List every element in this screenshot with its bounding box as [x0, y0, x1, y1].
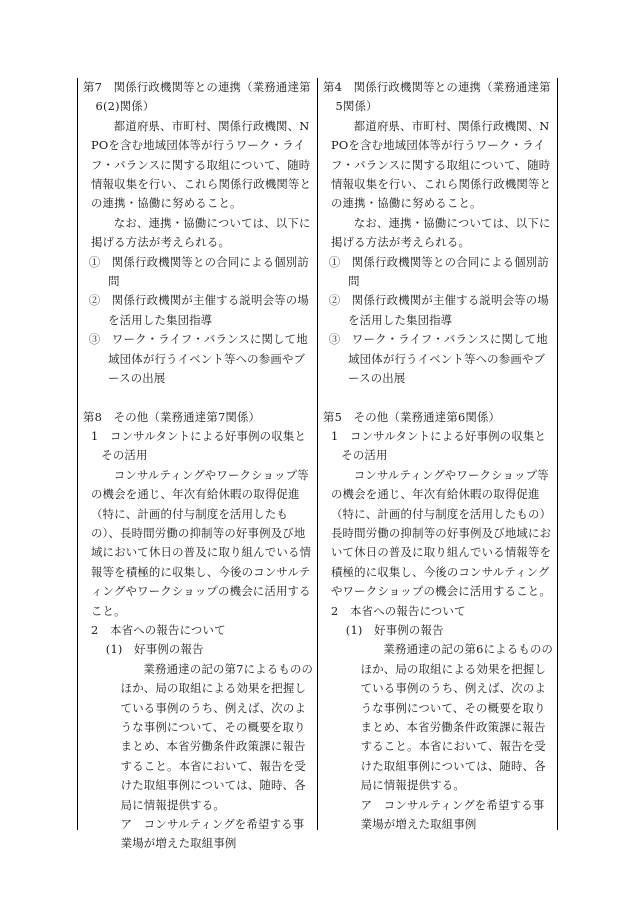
paragraph: 都道府県、市町村、関係行政機関、NPOを含む地域団体等が行うワーク・ライフ・バランスに関する取組について、随時情報収集を行い、これら関係行政機関等との連携・協働に努めること。 [330, 118, 552, 211]
paragraph: なお、連携・協働については、以下に掲げる方法が考えられる。 [90, 215, 311, 250]
list-item: ② 関係行政機関が主催する説明会等の場を活用した集団指導 [328, 293, 549, 327]
comparison-table [77, 78, 558, 851]
paragraph: なお、連携・協働については、以下に掲げる方法が考えられる。 [330, 215, 551, 250]
paragraph: 業務通達の記の第6によるもののほか、局の取組による効果を把握している事例のうち、例えば、次のような事例について、その概要を取りまとめ、本省労働条件政策課に報告すること。本省において、報告を受けた取組事例については、随時、各局に情報提供する。 [360, 642, 554, 793]
subsection-title: 1 コンサルタントによる好事例の収集とその活用 [90, 428, 307, 463]
paragraph: コンサルティングやワークショップ等の機会を通じ、年次有給休暇の取得促進（特に、計画的付与制度を活用したもの）、長時間労働の抑制等の好事例及び地域において休日の普及に取り組んでいる情報等を積極的に収集し、今後のコンサルティングやワークショップの機会に活用すること。 [90, 467, 312, 618]
list-item: ② 関係行政機関が主催する説明会等の場を活用した集団指導 [88, 293, 309, 327]
list-item: ① 関係行政機関等との合同による個別訪問 [328, 254, 549, 289]
section-heading: 第4 関係行政機関等との連携（業務通達第5関係） [323, 80, 551, 114]
subitem-title: (1) 好事例の報告 [345, 622, 444, 637]
subsection-title: 2 本省への報告について [330, 603, 466, 618]
section-heading: 第5 その他（業務通達第6関係） [323, 409, 501, 424]
section-heading: 第8 その他（業務通達第7関係） [83, 409, 261, 424]
section-heading: 第7 関係行政機関等との連携（業務通達第6(2)関係） [83, 80, 311, 114]
subsection-title: 2 本省への報告について [90, 622, 226, 637]
column-divider [317, 78, 318, 830]
right-column [323, 78, 554, 834]
list-item: ③ ワーク・ライフ・バランスに関して地域団体が行うイベント等への参画やブースの出展 [328, 332, 548, 386]
paragraph: 都道府県、市町村、関係行政機関、NPOを含む地域団体等が行うワーク・ライフ・バランスに関する取組について、随時情報収集を行い、これら関係行政機関等との連携・協働に努めること。 [90, 118, 312, 211]
subitem-title: (1) 好事例の報告 [105, 642, 204, 657]
paragraph: 業務通達の記の第7によるもののほか、局の取組による効果を把握している事例のうち、例えば、次のような事例について、その概要を取りまとめ、本省労働条件政策課に報告すること。本省において、報告を受けた取組事例については、随時、各局に情報提供する。 [120, 661, 314, 812]
left-column [83, 78, 314, 854]
list-item: ア コンサルティングを希望する事業場が増えた取組事例 [120, 817, 305, 851]
paragraph: コンサルティングやワークショップ等の機会を通じ、年次有給休暇の取得促進（特に、計画的付与制度を活用したもの）長時間労働の抑制等の好事例及び地域において休日の普及に取り組んでいる情報等を積極的に収集し、今後のコンサルティングやワークショップの機会に活用すること。 [330, 467, 552, 599]
list-item: ① 関係行政機関等との合同による個別訪問 [88, 254, 309, 289]
list-item: ③ ワーク・ライフ・バランスに関して地域団体が行うイベント等への参画やブースの出展 [88, 332, 308, 386]
subsection-title: 1 コンサルタントによる好事例の収集とその活用 [330, 428, 547, 463]
list-item: ア コンサルティングを希望する事業場が増えた取組事例 [360, 797, 545, 832]
